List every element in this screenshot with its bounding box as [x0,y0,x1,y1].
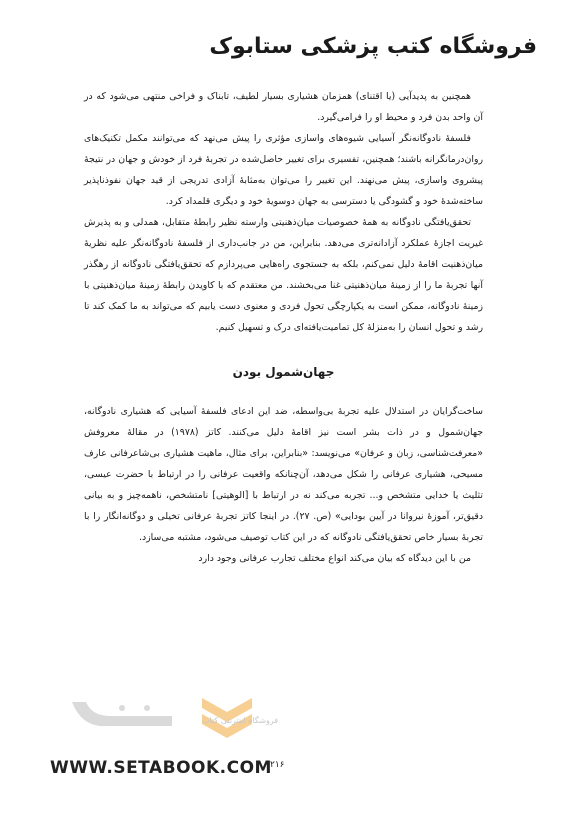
section-heading: جهان‌شمول بودن [232,365,335,379]
footer-website-url: WWW.SETABOOK.COM [50,758,272,778]
paragraph: فلسفهٔ نادوگانه‌نگر آسیایی شیوه‌های واسازی مؤثری را پیش می‌نهد که می‌توانند مکمل تکنیک‌های روان‌درمانگرانه باشند؛ همچنین، تفسیری برای تغییر حاصل‌شده در تجربهٔ فرد از خودش و جهان در نتیجهٔ پیشروی واسازی، پیش می‌نهند. این تغییر را می‌توان به‌مثابهٔ آزادی تدریجی از قید جهان نفوذناپذیر ساخته‌شدهٔ خود و گشودگی یا دسترسی به جهان دوسویهٔ خود و دیگری قلمداد کرد. [84,133,483,207]
page-number: ۲۱۶ [270,760,285,770]
setabook-logo-watermark [52,688,282,748]
watermark-tagline: فروشگاه اینترنتی کتاب [202,716,279,725]
paragraph: همچنین به پدیدآیی (یا اقتنای) همزمان هشیاری بسیار لطیف، تابناک و فراخی منتهی می‌شود که در آن واحد بدن فرد و محیط او را فرامی‌گیرد. [84,91,483,123]
paragraph: ساخت‌گرایان در استدلال علیه تجربهٔ بی‌واسطه، ضد این ادعای فلسفهٔ آسیایی که هشیاری نادوگانه، جهان‌شمول و در ذات بشر است نیز اقامهٔ دلیل می‌کنند. کاتز (۱۹۷۸) در مقالهٔ معروفش «معرفت‌شناسی، زبان و عرفان» می‌نویسد: «بنابراین، برای مثال، ماهیت هشیاری بی‌شاعرفانی عارف مسیحی، هشیاری عرفانی را شکل می‌دهد، آن‌چنانکه واقعیت عرفانی را در ارتباط با حضرت عیسی، تثلیث یا خدایی متشخص و... تجربه می‌کند نه در ارتباط با [الوهیتی] نامتشخص، ناهمه‌چیز و به بیانی دقیق‌تر، آموزهٔ نیروانا در آیین بودایی» (ص. ۲۷). در اینجا کاتز تجربهٔ عرفانی تخیلی و دوگانه‌انگار را با تجربهٔ بسیار خاص تحقق‌یافتگی نادوگانه که در این کتاب توصیف می‌شود، مشتبه می‌سازد. [84,406,483,543]
page-header-title: فروشگاه کتب پزشکی ستابوک [209,34,537,59]
paragraph: تحقق‌یافتگی نادوگانه به همهٔ خصوصیات میان‌ذهنیتی وارسته نظیر رابطهٔ متقابل، همدلی و به پذیرش غیریت اجازهٔ عملکرد آزادانه‌تری می‌دهد. بنابراین، من در جانب‌داری از فلسفهٔ نادوگانه‌نگر علیه نظریهٔ میان‌ذهنیت اقامهٔ دلیل نمی‌کنم، بلکه به جستجوی راه‌هایی می‌پردازم که تحقق‌یافتگی نادوگانه از رهگذر آنها تجربهٔ ما را از زمینهٔ میان‌ذهنیتی غنا می‌بخشند. من معتقدم که با کاویدن رابطهٔ زمینهٔ میان‌ذهنیتی با زمینهٔ نادوگانه، ممکن است به یکپارچگی تحول فردی و معنوی دست یابیم که می‌تواند به ما کمک کند تا رشد و تحول انسان را به‌منزلهٔ کل تمامیت‌یافته‌ای درک و تسهیل کنیم. [84,217,483,333]
main-text-block [84,86,483,569]
paragraph: من با این دیدگاه که بیان می‌کند انواع مختلف تجارب عرفانی وجود دارد [198,553,471,564]
